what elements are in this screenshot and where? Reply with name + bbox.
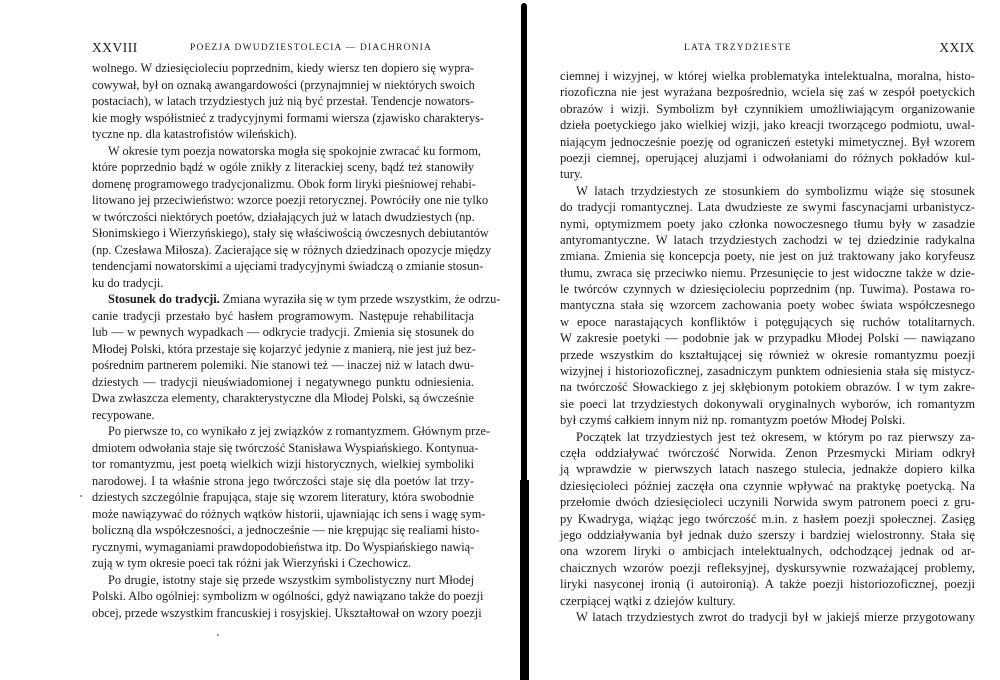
line-text: zują w tym okresie poeci tak różni jak Wierzyński i Czechowicz. [92,556,412,570]
text-line [560,150,975,166]
line-text: dziesięcioleci później zaczęła ona czynnie wpływać na praktykę poetycką. Na [560,478,975,493]
text-line [560,166,975,182]
line-text: Dwa zwłaszcza elementy, charakterystyczne dla Młodej Polski, są ówcześnie [92,391,474,405]
line-text: liryki nasyconej ironią (i autoironią). A także poezji historiozoficznej, poezji [560,577,975,592]
line-text: recypowane. [92,407,155,422]
text-line [92,473,474,490]
line-text: tury. [560,167,583,182]
text-line [560,134,975,150]
line-text: do tradycji romantycznej. Lata dwudzieste ze swymi fascynacjami urbanistycz- [560,200,975,215]
line-text: wizyjnej i historiozoficznej, zasadniczym punktem odniesienia stała się mistycz- [560,364,975,379]
text-line [560,347,975,363]
text-line [92,423,491,440]
text-line [560,84,975,100]
line-text: lub — w pewnych wypadkach — odkrycie tradycji. Zmienia się stosunek do [92,325,474,339]
text-line [560,281,975,297]
running-head: POEZJA DWUDZIESTOLECIA — DIACHRONIA [190,43,433,53]
line-text: ona wzorem liryki o ambicjach intelektualnych, odchodzącej jednak od ar- [560,544,975,559]
text-line [92,60,474,77]
line-text: Zmiana wyraziła się w tym przede wszystkim, że odrzu- [219,292,501,306]
text-line [560,412,975,428]
line-text: W okresie tym poezja nowatorska mogła się spokojnie zwracać ku formom, [108,143,482,158]
line-text: jego oddziaływania był jednak dużo szerszy i bardziej wielostronny. Stała się [560,527,975,542]
line-text: litowano jej przeciwieństwo: wzorce poezji retorycznej. Powróciły one nie tylko [92,193,489,207]
line-text: tor romantyzmu, jest poetą wielkich wizji historycznych, wielkiej symboliki [92,457,474,471]
text-line [92,308,474,325]
line-text: Polski. Albo ogólniej: symbolizm w ogólności, gdyż nawiązano także do poezji [92,589,484,603]
text-line [560,429,975,445]
text-line [92,522,480,539]
text-line [92,209,474,226]
line-text: cowywał, był on oznaką awangardowości (przynajmniej w niektórych swoich [92,77,475,92]
line-text: przede wszystkim do kształtującej się również w okresie romantyzmu poezji [560,347,975,362]
line-text: obcej, przede wszystkim francuskiej i rosyjskiej. Ukształtował on wzory poezji [92,605,482,620]
text-line [92,506,486,523]
line-text: antyromantyczne. W latach trzydziestych zachodzi w tej dziedzinie radykalna [560,232,975,247]
line-text: które poprzednio bądź w ogóle znikły z literackiej sceny, bądź też stanowiły [92,160,474,174]
line-text: był czymś całkiem innym niż np. romantyzm poetów Młodej Polski. [560,413,906,428]
line-text: w epoce narastających konfliktów i potęgujących się ruchów totalitarnych. [560,314,975,329]
text-line [92,588,484,605]
text-line [560,609,975,625]
text-line [92,440,479,457]
text-line [560,494,975,510]
text-line [560,576,975,592]
line-text: ku do tradycji. [92,275,164,290]
line-text: (np. Czesława Miłosza). Zacierające się w różnych dziedzinach opozycje między [92,242,492,257]
text-line [92,489,474,506]
line-text: może nawiązywać do różnych wątków historii, ujawniając ich sens i wagę sym- [92,506,486,521]
section-heading: Stosunek do tradycji. [108,292,220,306]
line-text: przełomie dwóch dziesięcioleci uczynili Norwida swym patronem poeci z gru- [560,495,975,510]
line-text: w twórczości niektórych poetów, działających już w latach dwudziestych (np. [92,209,475,224]
text-line [92,539,474,556]
text-line [92,77,474,94]
text-line [92,572,474,589]
text-line [92,456,474,473]
line-text: dziestych szczególnie frapująca, staje się wzorem literatury, która swobodnie [92,490,474,504]
text-line [92,341,474,358]
line-text: ciemnej i wizyjnej, w której wielka problematyka intelektualna, moralna, histo- [560,69,975,83]
line-text: postaciach), w latach trzydziestych już nią być przestał. Tendencje nowators- [92,94,474,108]
text-line [560,379,975,395]
text-line [560,199,975,215]
line-text: dzieła poetyckiego jako wielkiej wizji, jako kreacji tworzącego podmiotu, uwal- [560,118,975,133]
text-line [560,248,975,264]
line-text: czerpiącej wątki z dziejów kultury. [560,593,736,608]
line-text: pośrednim partnerem polemiki. Nie stanowi też — inaczej niż w latach dwu- [92,358,474,372]
text-line [92,357,474,374]
line-text: ją wprawdzie w pierwszych latach naszego stulecia, jednakże dopiero kilka [560,462,975,477]
line-text: W latach trzydziestych ze stosunkiem do symbolizmu wiąże się stosunek [576,183,975,198]
text-line [560,363,975,379]
line-text: na twórczość Słowackiego z jej skłębionym potokiem obrazów. I w tym zakre- [560,380,975,395]
line-text: tyczne np. dla katastrofistów wileńskich). [92,127,297,141]
text-line [560,445,975,461]
line-text: Słonimskiego i Wierzyńskiego), stały się właściwością ówczesnych debiutantów [92,226,489,240]
text-line [92,324,474,341]
line-text: W zakresie poetyki — podobnie jak w przypadku Młodej Polski — nawiązano [560,331,975,346]
page-number: XXIX [939,40,975,55]
text-line [92,390,474,407]
text-line [92,605,482,622]
scan-speck [80,495,82,497]
line-text: canie tradycji przestało być hasłem programowym. Następuje rehabilitacja [92,308,474,323]
line-text: wolnego. W dziesięcioleciu poprzednim, kiedy wiersz ten dopiero się wypra- [92,61,474,75]
text-line [560,232,975,248]
text-line [560,183,975,199]
line-text: dziestych — tradycji nieuświadomionej i negatywnego punktu odniesienia. [92,374,474,389]
text-line [560,396,975,412]
text-line [560,216,975,232]
line-text: riozoficzna nie jest wyrażana bezpośrednio, wciela się zaś w zespół poetyckich [560,85,975,100]
text-line [560,560,975,576]
line-text: obrazów i wizji. Symbolizm był czynnikiem umożliwiającym organizowanie [560,101,975,116]
text-line [560,101,975,117]
text-line [92,93,474,110]
line-text: mantyczna stała się wzorcem zachowania poety wobec świata współczesnego [560,298,975,313]
text-line [92,192,489,209]
text-line [92,242,492,259]
text-line [92,258,484,275]
text-line [92,275,474,292]
text-line [560,330,975,346]
text-line [560,461,975,477]
line-text: Początek lat trzydziestych jest też okresem, w którym po raz pierwszy za- [576,429,975,444]
line-text: niającym jednocześnie poezję od ograniczeń estetyki mimetycznej. Był wzorem [560,134,975,149]
page-number: XXVIII [92,40,138,55]
line-text: domenę programowego tradycjonalizmu. Obok form liryki pieśniowej rehabi- [92,176,476,191]
body-text [92,60,501,621]
text-line [560,68,975,84]
line-text: chaicznych wzorów poezji refleksyjnej, dyskursywnie rozważającej problemy, [560,560,975,575]
line-text: tłumu, zwraca się przeciwko niemu. Przesunięcie to jest widoczne także w dzie- [560,265,975,280]
book-gutter-shadow [521,3,527,680]
line-text: W latach trzydziestych zwrot do tradycji był w jakiejś mierze przygotowany [576,609,975,624]
body-text [560,68,975,625]
text-line [560,543,975,559]
line-text: tendencjami nowatorskimi a ujęciami tradycyjnymi świadczą o zmianie stosun- [92,259,484,273]
line-text: sie poeci lat trzydziestych dokonywali oryginalnych wyborów, ich romantyzm [560,396,975,411]
line-text: nymi, optymizmem poety jako członka nowoczesnego tłumu były w zasadzie [560,216,975,231]
line-text: le twórców czynnych w dziesięcioleciu poprzednim (np. Tuwima). Postawa ro- [560,282,975,297]
line-text: dmiotem odwołania staje się twórczość Stanisława Wyspiańskiego. Kontynua- [92,440,479,455]
text-line [560,265,975,281]
text-line [560,478,975,494]
line-text: Młodej Polski, która przestaje się kojarzyć jedynie z manierą, nie jest już bez- [92,341,476,356]
scan-speck [217,634,219,636]
text-line [560,511,975,527]
line-text: kie mogły współistnieć z tradycyjnymi formami wiersza (zjawisko charakterys- [92,110,485,125]
text-line [560,527,975,543]
line-text: rycznymi, wymaganiami prawdopodobieństwa itp. Do Wyspiańskiego nawią- [92,539,475,554]
text-line [560,117,975,133]
text-line [92,225,489,242]
line-text: narodowej. I ta właśnie strona jego twórczości staje się dla poetów lat trzy- [92,473,474,488]
text-line [560,593,975,609]
text-line [92,407,474,424]
line-text: boliczną dla współczesności, a jednocześnie — nie krępując się realiami histo- [92,523,480,537]
text-line [92,159,474,176]
line-text: Po pierwsze to, co wynikało z jej związków z romantyzmem. Głównym prze- [108,424,491,438]
line-text: py Kwadryga, wiążąc jego twórczość m.in. z hasłem poezji społecznej. Zasięg [560,511,975,526]
text-line [92,374,474,391]
line-text: Po drugie, istotny staje się przede wszystkim symbolistyczny nurt Młodej [108,572,474,587]
text-line [560,297,975,313]
text-line [92,126,474,143]
text-line [560,314,975,330]
text-line [92,555,474,572]
line-text: poezji ciemnej, operującej aluzjami i odwołaniami do różnych pokładów kul- [560,150,975,165]
line-text: zmiana. Zmienia się koncepcja poety, nie jest on już traktowany jako koryfeusz [560,249,975,264]
text-line [92,143,482,160]
text-line [92,176,474,193]
line-text: częła oddziaływać twórczość Norwida. Zenon Przesmycki Miriam odkrył [560,445,975,460]
text-line [92,291,501,308]
running-head: LATA TRZYDZIESTE [684,43,792,53]
text-line [92,110,485,127]
